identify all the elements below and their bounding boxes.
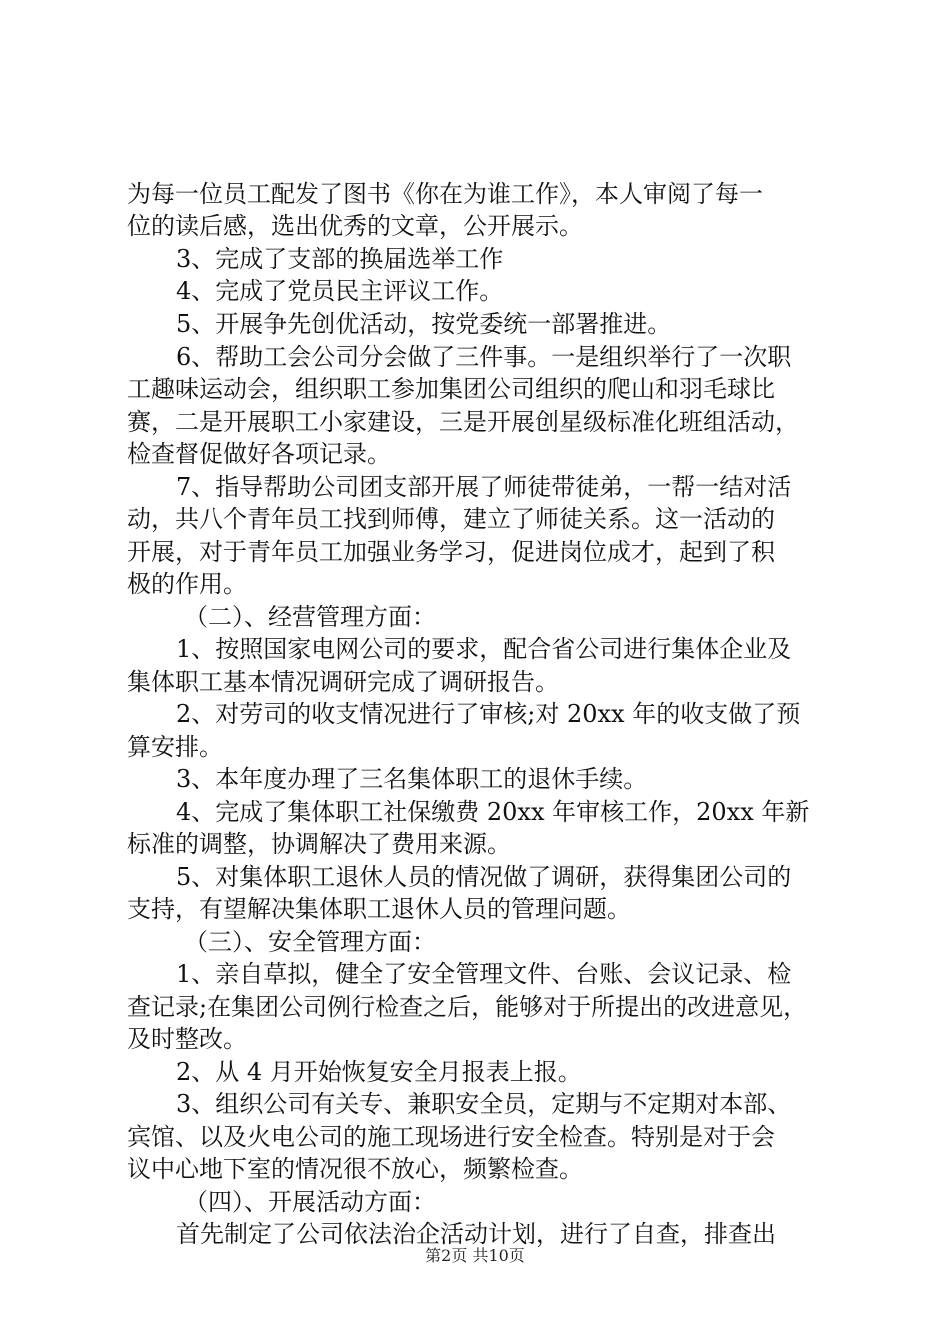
- page-footer: [0, 1243, 950, 1266]
- section-heading: （三）、安全管理方面：: [184, 928, 436, 956]
- text-line: 6、帮助工会公司分会做了三件事。一是组织举行了一次职: [176, 343, 792, 371]
- text-line: 工趣味运动会，组织职工参加集团公司组织的爬山和羽毛球比: [127, 375, 775, 403]
- text-line: 支持，有望解决集体职工退休人员的管理问题。: [127, 895, 631, 923]
- text-line: 算安排。: [127, 733, 223, 761]
- text-line: 3、本年度办理了三名集体职工的退休手续。: [176, 765, 648, 793]
- text-line: 开展，对于青年员工加强业务学习，促进岗位成才，起到了积: [127, 538, 775, 566]
- text-line: 2、对劳司的收支情况进行了审核;对 20xx 年的收支做了预: [176, 700, 801, 728]
- text-line: 检查督促做好各项记录。: [127, 440, 391, 468]
- text-line: 1、按照国家电网公司的要求，配合省公司进行集体企业及: [176, 635, 792, 663]
- section-heading: （四）、开展活动方面：: [184, 1188, 436, 1216]
- text-line: 首先制定了公司依法治企活动计划，进行了自查，排查出: [176, 1220, 776, 1248]
- text-line: 5、开展争先创优活动，按党委统一部署推进。: [176, 310, 672, 338]
- text-line: 及时整改。: [127, 1025, 247, 1053]
- text-line: 宾馆、以及火电公司的施工现场进行安全检查。特别是对于会: [127, 1123, 775, 1151]
- text-line: 2、从 4 月开始恢复安全月报表上报。: [176, 1058, 582, 1086]
- text-line: 为每一位员工配发了图书《你在为谁工作》，本人审阅了每一: [127, 180, 763, 208]
- text-line: 查记录;在集团公司例行检查之后，能够对于所提出的改进意见，: [127, 993, 808, 1021]
- text-line: 动，共八个青年员工找到师傅，建立了师徒关系。这一活动的: [127, 505, 775, 533]
- text-line: 位的读后感，选出优秀的文章，公开展示。: [127, 212, 583, 240]
- text-line: 5、对集体职工退休人员的情况做了调研，获得集团公司的: [176, 863, 792, 891]
- text-line: 集体职工基本情况调研完成了调研报告。: [127, 668, 559, 696]
- text-line: 1、亲自草拟，健全了安全管理文件、台账、会议记录、检: [176, 960, 792, 988]
- text-line: 4、完成了党员民主评议工作。: [176, 277, 504, 305]
- page-number: 第2页 共10页: [425, 1246, 525, 1265]
- text-line: 赛，二是开展职工小家建设，三是开展创星级标准化班组活动，: [127, 408, 799, 436]
- text-line: 3、组织公司有关专、兼职安全员，定期与不定期对本部、: [176, 1090, 792, 1118]
- text-line: 议中心地下室的情况很不放心，频繁检查。: [127, 1155, 583, 1183]
- text-line: 3、完成了支部的换届选举工作: [176, 245, 504, 273]
- text-line: 标准的调整，协调解决了费用来源。: [127, 830, 511, 858]
- text-line: 4、完成了集体职工社保缴费 20xx 年审核工作，20xx 年新: [176, 798, 810, 826]
- text-line: 7、指导帮助公司团支部开展了师徒带徒弟，一帮一结对活: [176, 473, 792, 501]
- section-heading: （二）、经营管理方面：: [184, 603, 436, 631]
- text-line: 极的作用。: [127, 570, 247, 598]
